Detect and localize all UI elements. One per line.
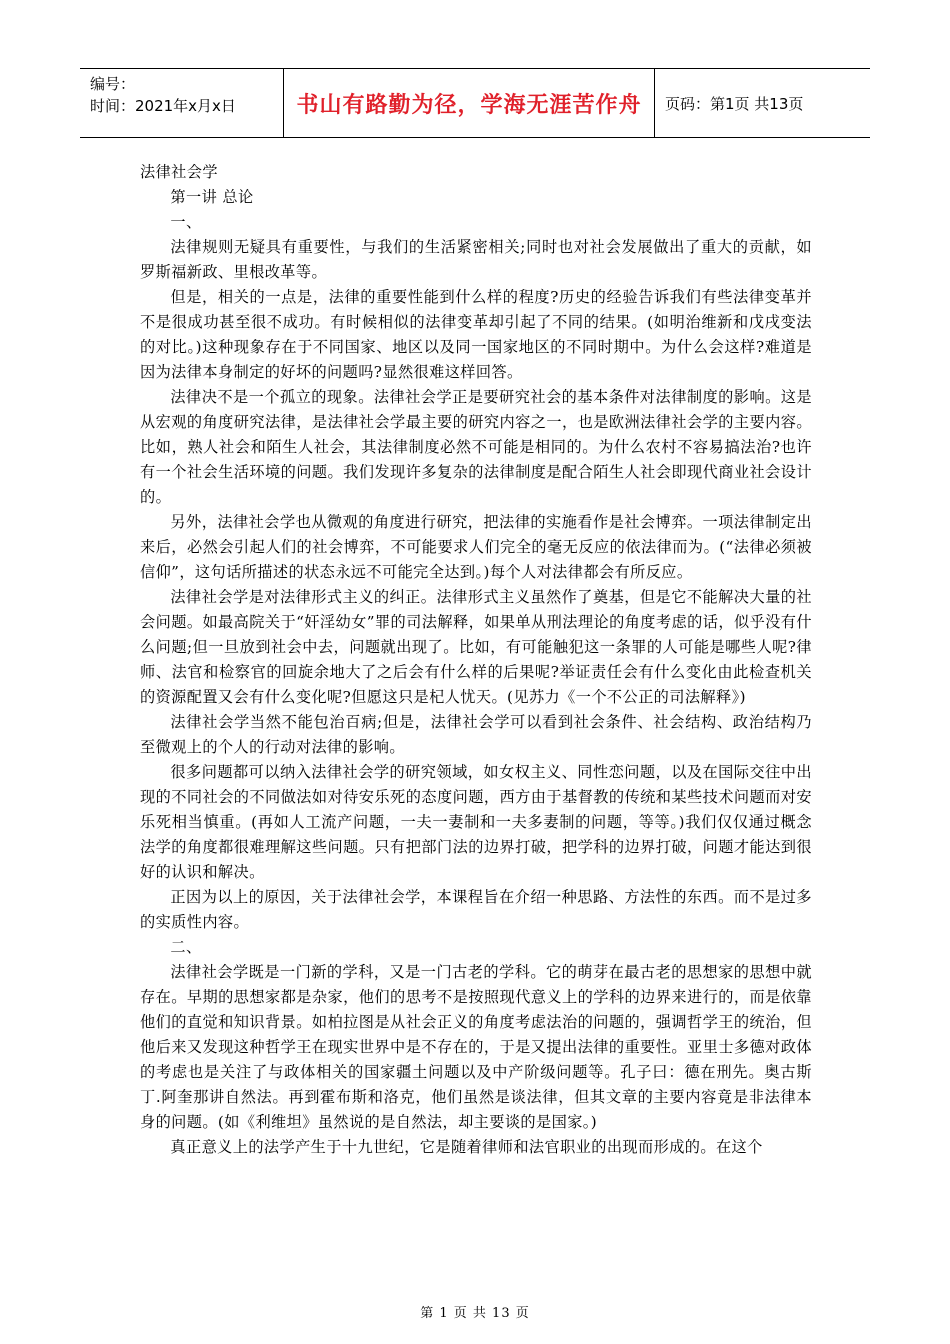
paragraph: 法律社会学是对法律形式主义的纠正。法律形式主义虽然作了奠基，但是它不能解决大量的社会问题。如最高院关于“奸淫幼女”罪的司法解释，如果单从刑法理论的角度考虑的话，似乎没有什么问题;但一旦放到社会中去，问题就出现了。比如，有可能触犯这一条罪的人可能是哪些人呢?律师、法官和检察官的回旋余地大了之后会有什么样的后果呢?举证责任会有什么变化由此检查机关的资源配置又会有什么变化呢?但愿这只是杞人忧天。(见苏力《一个不公正的司法解释》)	[140, 588, 812, 706]
time-label: 时间：2021年x月x日	[90, 97, 236, 115]
lecture-heading: 第一讲 总论	[170, 188, 254, 206]
header-table	[80, 68, 870, 138]
paragraph: 但是，相关的一点是，法律的重要性能到什么样的程度?历史的经验告诉我们有些法律变革并不是很成功甚至很不成功。有时候相似的法律变革却引起了不同的结果。(如明治维新和戊戌变法的对比。)这种现象存在于不同国家、地区以及同一国家地区的不同时期中。为什么会这样?难道是因为法律本身制定的好坏的问题吗?显然很难这样回答。	[140, 288, 812, 381]
motto: 书山有路勤为径，学海无涯苦作舟	[296, 92, 642, 118]
paragraph: 法律决不是一个孤立的现象。法律社会学正是要研究社会的基本条件对法律制度的影响。这是从宏观的角度研究法律，是法律社会学最主要的研究内容之一，也是欧洲法律社会学的主要内容。比如，熟人社会和陌生人社会，其法律制度必然不可能是相同的。为什么农村不容易搞法治?也许有一个社会生活环境的问题。我们发现许多复杂的法律制度是配合陌生人社会即现代商业社会设计的。	[140, 388, 812, 506]
header-motto-cell	[284, 69, 655, 137]
section-one-heading: 一、	[170, 213, 202, 231]
paragraph: 法律社会学当然不能包治百病;但是，法律社会学可以看到社会条件、社会结构、政治结构乃至微观上的个人的行动对法律的影响。	[140, 713, 812, 756]
section-two-heading: 二、	[170, 938, 202, 956]
paragraph: 法律规则无疑具有重要性，与我们的生活紧密相关;同时也对社会发展做出了重大的贡献，如罗斯福新政、里根改革等。	[140, 238, 812, 281]
header-page-cell	[655, 69, 870, 137]
paragraph: 正因为以上的原因，关于法律社会学，本课程旨在介绍一种思路、方法性的东西。而不是过多的实质性内容。	[140, 888, 812, 931]
paragraph: 很多问题都可以纳入法律社会学的研究领域，如女权主义、同性恋问题，以及在国际交往中出现的不同社会的不同做法如对待安乐死的态度问题，西方由于基督教的传统和某些技术问题而对安乐死相当慎重。(再如人工流产问题，一夫一妻制和一夫多妻制的问题，等等。)我们仅仅通过概念法学的角度都很难理解这些问题。只有把部门法的边界打破，把学科的边界打破，问题才能达到很好的认识和解决。	[140, 763, 812, 881]
paragraph: 真正意义上的法学产生于十九世纪，它是随着律师和法官职业的出现而形成的。在这个	[170, 1138, 763, 1156]
page-footer: 第 1 页 共 13 页	[420, 1306, 530, 1321]
paragraph: 法律社会学既是一门新的学科，又是一门古老的学科。它的萌芽在最古老的思想家的思想中就存在。早期的思想家都是杂家，他们的思考不是按照现代意义上的学科的边界来进行的，而是依靠他们的直觉和知识背景。如柏拉图是从社会正义的角度考虑法治的问题的，强调哲学王的统治，但他后来又发现这种哲学王在现实世界中是不存在的，于是又提出法律的重要性。亚里士多德对政体的考虑也是关注了与政体相关的国家疆土问题以及中产阶级问题等。孔子曰：德在刑先。奥古斯丁.阿奎那讲自然法。再到霍布斯和洛克，他们虽然是谈法律，但其文章的主要内容竟是非法律本身的问题。(如《利维坦》虽然说的是自然法，却主要谈的是国家。)	[140, 963, 812, 1131]
page-label: 页码：第1页 共13页	[665, 94, 804, 113]
header-meta-cell	[80, 69, 284, 137]
number-label: 编号：	[90, 75, 136, 93]
paragraph: 另外，法律社会学也从微观的角度进行研究，把法律的实施看作是社会博弈。一项法律制定出来后，必然会引起人们的社会博弈，不可能要求人们完全的毫无反应的依法律而为。(“法律必须被信仰”，这句话所描述的状态永远不可能完全达到。)每个人对法律都会有所反应。	[140, 513, 812, 581]
document-title: 法律社会学	[140, 163, 218, 181]
document-body	[140, 160, 812, 1160]
